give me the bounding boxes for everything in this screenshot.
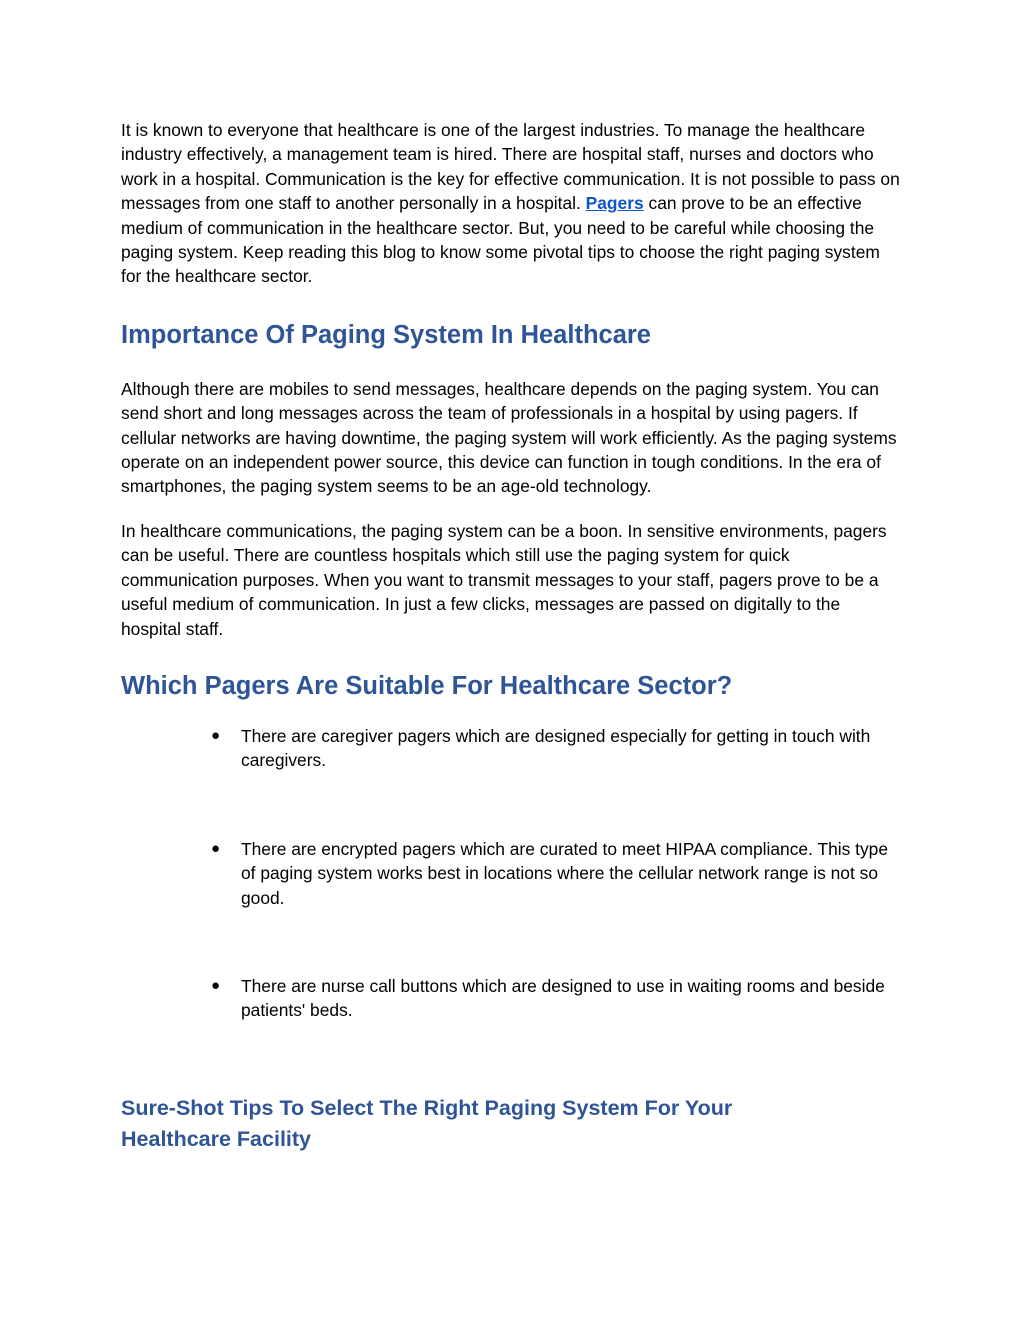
list-item-text: There are nurse call buttons which are designed to use in waiting rooms and beside patients' beds. <box>241 975 885 1021</box>
list-item <box>121 974 904 1023</box>
intro-paragraph <box>121 118 904 289</box>
list-item <box>121 724 904 773</box>
intro-text-before-link: It is known to everyone that healthcare is one of the largest industries. To manage the healthcare industry effectively, a management team is hired. There are hospital staff, nurses and doctors who work in a hospital. Communication is the key for effective communication. It is not possible to pass on messages from one staff to another personally in a hospital. <box>121 120 900 214</box>
importance-paragraph-2: In healthcare communications, the paging system can be a boon. In sensitive environments, pagers can be useful. There are countless hospitals which still use the paging system for quick communication purposes. When you want to transmit messages to your staff, pagers prove to be a useful medium of communication. In just a few clicks, messages are passed on digitally to the hospital staff. <box>121 520 887 639</box>
list-item <box>121 837 904 910</box>
section-heading-importance: Importance Of Paging System In Healthcare <box>121 320 651 349</box>
list-item-text: There are encrypted pagers which are curated to meet HIPAA compliance. This type of paging system works best in locations where the cellular network range is not so good. <box>241 838 889 908</box>
bullet-icon: ● <box>211 976 221 994</box>
section-heading-suitable-pagers: Which Pagers Are Suitable For Healthcare Sector? <box>121 671 733 700</box>
pagers-link[interactable]: Pagers <box>585 193 644 214</box>
intro-text-after-link: can prove to be an effective medium of communication in the healthcare sector. But, you need to be careful while choosing the paging system. Keep reading this blog to know some pivotal tips to choose the right paging system for the healthcare sector. <box>121 193 880 287</box>
pager-types-list <box>121 724 904 1023</box>
bullet-icon: ● <box>211 726 221 744</box>
section-heading-sure-shot-tips: Sure-Shot Tips To Select The Right Paging System For Your Healthcare Facility <box>121 1095 733 1151</box>
document-body <box>121 118 904 1155</box>
importance-paragraph-1: Although there are mobiles to send messages, healthcare depends on the paging system. You can send short and long messages across the team of professionals in a hospital by using pagers. If cellular networks are having downtime, the paging system will work efficiently. As the paging systems operate on an independent power source, this device can function in tough conditions. In the era of smartphones, the paging system seems to be an age-old technology. <box>121 378 897 497</box>
list-item-text: There are caregiver pagers which are designed especially for getting in touch with caregivers. <box>241 725 871 771</box>
bullet-icon: ● <box>211 839 221 857</box>
